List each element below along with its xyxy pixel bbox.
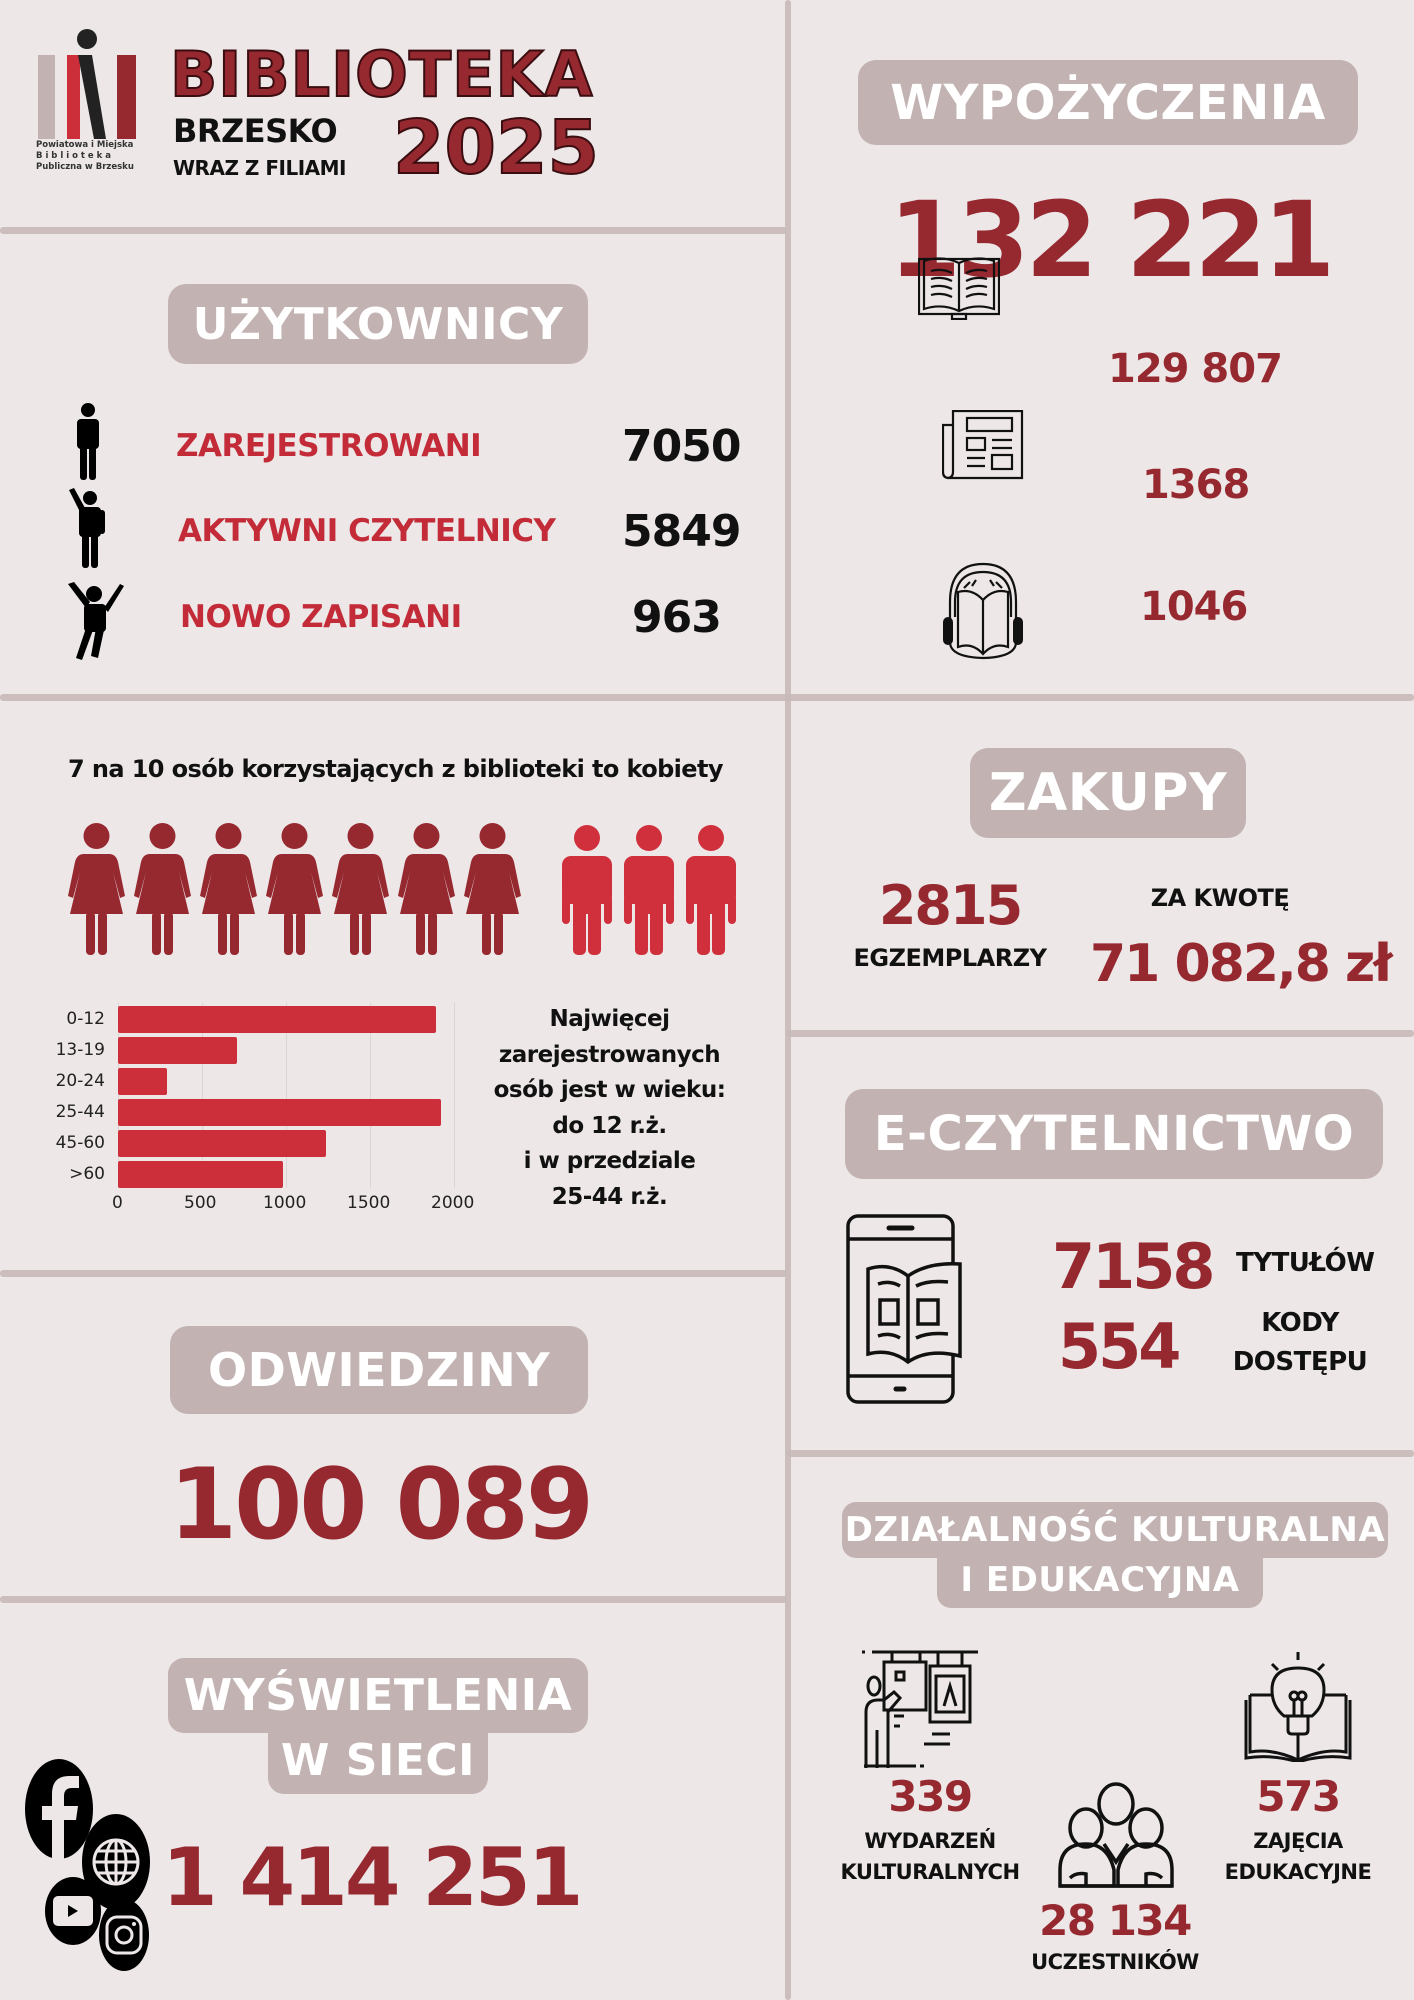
divider <box>787 1030 1414 1037</box>
youtube-icon <box>44 1876 102 1946</box>
header-city: BRZESKO <box>173 112 338 150</box>
ereading-heading: E-CZYTELNICTWO <box>845 1089 1383 1179</box>
activity-heading-bottom: I EDUKACYJNA <box>937 1552 1263 1608</box>
codes-value: 554 <box>1058 1310 1179 1383</box>
titles-label: TYTUŁÓW <box>1236 1248 1375 1278</box>
x-tick: 0 <box>112 1193 123 1213</box>
woman-icon <box>398 822 455 955</box>
man-icon <box>562 824 612 955</box>
online-heading-top: WYŚWIETLENIA <box>168 1658 588 1733</box>
book-icon <box>918 255 1000 320</box>
codes-label: KODY DOSTĘPU <box>1232 1308 1368 1377</box>
activity-heading-top: DZIAŁALNOŚĆ KULTURALNA <box>842 1502 1388 1558</box>
logo-caption: Powiatowa i Miejska B i b l i o t e k a Publiczna w Brzesku <box>36 140 134 172</box>
events-value: 339 <box>888 1772 972 1821</box>
active-readers-value: 5849 <box>622 506 741 557</box>
registered-value: 7050 <box>622 421 741 472</box>
header-year: 2025 <box>393 105 599 191</box>
x-tick: 2000 <box>431 1193 475 1213</box>
participants-value: 28 134 <box>1039 1896 1191 1945</box>
classes-label: ZAJĘCIA EDUKACYJNE <box>1224 1829 1372 1884</box>
column-divider <box>785 0 791 2000</box>
registered-label: ZAREJESTROWANI <box>176 428 482 464</box>
periodicals-value: 1368 <box>1142 462 1250 508</box>
exhibition-icon <box>860 1650 992 1768</box>
new-members-value: 963 <box>632 592 721 643</box>
bar <box>118 1006 436 1033</box>
category-label: 25-44 <box>55 1102 105 1122</box>
woman-icon <box>464 822 521 955</box>
woman-icon <box>68 822 125 955</box>
x-tick: 500 <box>184 1193 217 1213</box>
divider <box>0 1596 787 1603</box>
person-waving-icon <box>64 488 110 570</box>
man-icon <box>624 824 674 955</box>
category-label: 0-12 <box>66 1009 105 1029</box>
amount-label: ZA KWOTĘ <box>1150 884 1290 912</box>
ebook-reader-icon <box>838 1214 972 1404</box>
purchases-heading: ZAKUPY <box>970 748 1246 838</box>
women-icons <box>68 822 521 955</box>
category-label: 45-60 <box>55 1133 105 1153</box>
copies-value: 2815 <box>878 874 1022 937</box>
active-readers-label: AKTYWNI CZYTELNICY <box>178 513 556 549</box>
category-label: 13-19 <box>55 1040 105 1060</box>
category-label: >60 <box>69 1164 105 1184</box>
category-label: 20-24 <box>55 1071 105 1091</box>
gender-caption: 7 na 10 osób korzystających z biblioteki to kobiety <box>68 755 723 783</box>
audiobook-icon <box>942 562 1024 660</box>
online-value: 1 414 251 <box>162 1831 581 1924</box>
divider <box>787 1450 1414 1457</box>
person-standing-icon <box>74 402 102 482</box>
loans-total: 132 221 <box>888 179 1332 301</box>
header-subtitle: WRAZ Z FILIAMI <box>173 156 346 180</box>
users-heading: UŻYTKOWNICY <box>168 284 588 364</box>
woman-icon <box>266 822 323 955</box>
books-value: 129 807 <box>1108 346 1282 392</box>
header-title: BIBLIOTEKA <box>170 38 594 111</box>
woman-icon <box>134 822 191 955</box>
men-icons <box>562 824 736 955</box>
visits-value: 100 089 <box>168 1448 592 1562</box>
audiobooks-value: 1046 <box>1140 584 1248 630</box>
bar <box>118 1068 167 1095</box>
amount-value: 71 082,8 zł <box>1090 934 1391 994</box>
x-tick: 1000 <box>263 1193 307 1213</box>
x-tick: 1500 <box>347 1193 391 1213</box>
participants-label: UCZESTNIKÓW <box>1031 1950 1199 1974</box>
divider <box>0 1270 787 1277</box>
copies-label: EGZEMPLARZY <box>853 944 1047 972</box>
bar <box>118 1130 326 1157</box>
bar <box>118 1037 237 1064</box>
online-heading-bottom: W SIECI <box>268 1726 488 1794</box>
woman-icon <box>200 822 257 955</box>
age-note: Najwięcej zarejestrowanych osób jest w wieku: do 12 r.ż. i w przedziale 25-44 r.ż. <box>493 1006 726 1210</box>
library-logo-icon <box>34 28 142 148</box>
visits-heading: ODWIEDZINY <box>170 1326 588 1414</box>
lightbulb-book-icon <box>1242 1650 1354 1762</box>
group-icon <box>1056 1782 1176 1888</box>
gridline <box>454 1003 455 1188</box>
loans-heading: WYPOŻYCZENIA <box>858 60 1358 145</box>
man-icon <box>686 824 736 955</box>
titles-value: 7158 <box>1052 1230 1213 1303</box>
bar <box>118 1161 283 1188</box>
woman-icon <box>332 822 389 955</box>
classes-value: 573 <box>1256 1772 1340 1821</box>
newspaper-icon <box>942 410 1024 480</box>
divider <box>0 694 1414 701</box>
instagram-icon <box>98 1898 150 1972</box>
bar <box>118 1099 441 1126</box>
new-members-label: NOWO ZAPISANI <box>180 599 462 635</box>
events-label: WYDARZEŃ KULTURALNYCH <box>840 1829 1020 1884</box>
person-jumping-icon <box>64 582 126 662</box>
divider <box>0 227 787 234</box>
